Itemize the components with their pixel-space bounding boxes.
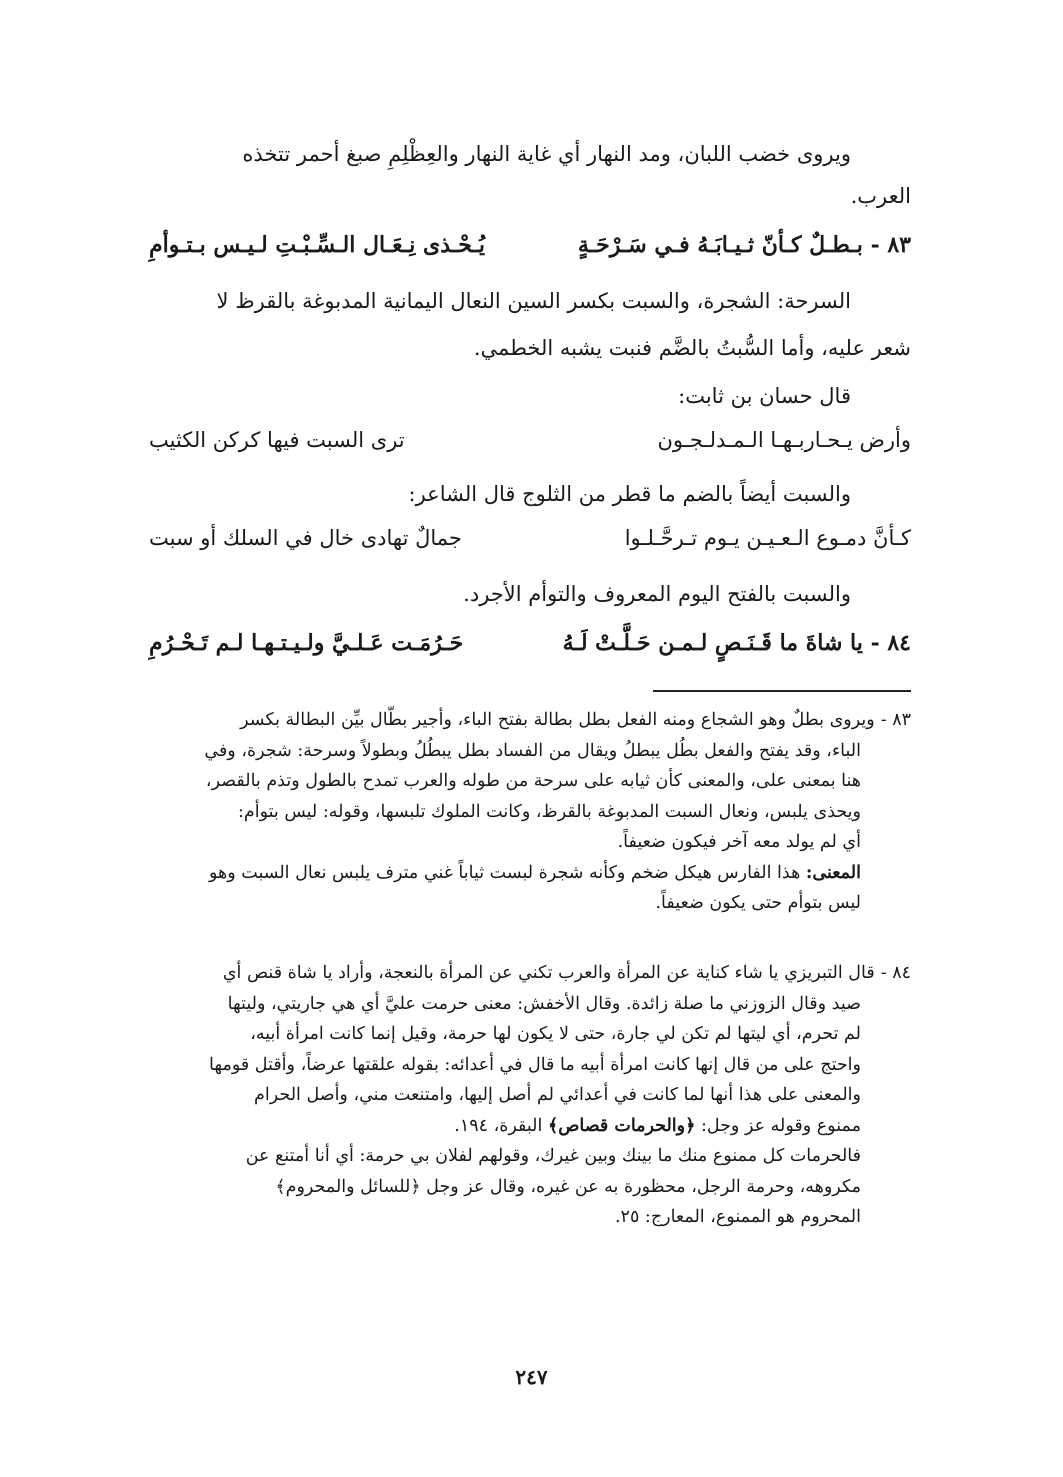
footnote-line: صيد وقال الزوزني ما صلة زائدة. وقال الأخفش: معنى حرمت عليَّ أي هي جاريتي، وليتها <box>227 993 861 1014</box>
footnote-line: لم تحرم، أي ليتها لم تكن لي جارة، حتى لا يكون لها حرمة، وقيل إنما كانت امرأة أبيه، <box>250 1024 861 1044</box>
footnote-line: ٨٣ -ويروى بطلٌ وهو الشجاع ومنه الفعل بطل بطالة بفتح الباء، وأجير بطّال بيِّن البطالة بكسر <box>149 705 911 736</box>
page-number: ٢٤٧ <box>515 1365 548 1389</box>
paragraph-line: والسبت أيضاً بالضم ما قطر من الثلوج قال الشاعر: <box>408 482 851 506</box>
footnote-tail <box>149 1141 911 1233</box>
footnote-line: ٨٤ -قال التبريزي يا شاء كناية عن المرأة والعرب تكني عن المرأة بالنعجة، وأراد يا شاة قنص أي <box>149 958 911 989</box>
footnote-line: واحتج على من قال إنها كانت امرأة أبيه ما قال في أعدائه: بقوله علقتها عرضاً، وأقتل قومها <box>209 1054 861 1075</box>
paragraph-line: قال حسان بن ثابت: <box>678 384 851 408</box>
verse-left-hemistich: حَـرُمَـت عَـلـيَّ ولـيـتـهـا لـم تَـحْـرُمِ <box>149 630 464 656</box>
verse-number: ٨٣ - <box>870 232 911 258</box>
footnote-number: ٨٤ - <box>880 963 911 983</box>
paragraph-line: والسبت بالفتح اليوم المعروف والتوأم الأجرد. <box>463 582 851 606</box>
meaning-label: المعنى: <box>805 862 861 883</box>
verse-number: ٨٤ - <box>870 630 911 656</box>
verse-84 <box>149 630 911 656</box>
footnote-meaning: المعنى: هذا الفارس هيكل ضخم وكأنه شجرة لبست ثياباً غني مترف يلبس نعال السبت وهو <box>208 862 861 883</box>
footnote-83 <box>149 705 911 919</box>
footnote-line: مكروهه، وحرمة الرجل، محظورة به عن غيره، وقال عز وجل ﴿للسائل والمحروم﴾ <box>275 1176 861 1197</box>
footnote-line: ليس بتوأم حتى يكون ضعيفاً. <box>655 893 861 913</box>
footnote-divider <box>653 690 911 692</box>
paragraph-line: شعر عليه، وأما السُّبتُ بالضَّم فنبت يشبه الخطمي. <box>473 336 911 360</box>
verse-hassan <box>149 428 911 452</box>
verse-right-hemistich: كـأنَّ دمـوع الـعـيـن يـوم تـرحَّـلـوا <box>624 526 911 550</box>
footnote-line: والمعنى على هذا أنها لما كانت في أعدائي لم أصل إليها، وامتنعت مني، وأصل الحرام <box>254 1085 861 1105</box>
verse-left-hemistich: ترى السبت فيها كركن الكثيب <box>149 428 405 452</box>
footnote-line: الباء، وقد يفتح والفعل بطُل يبطلُ ويقال من الفساد بطل يبطُلُ وبطولاً وسرحة: شجرة، وفي <box>204 740 861 761</box>
paragraph-line: العرب. <box>850 184 911 208</box>
footnote-line: المحروم هو الممنوع، المعارج: ٢٥. <box>614 1207 861 1227</box>
footnote-number: ٨٣ - <box>880 710 911 730</box>
footnote-line: فالحرمات كل ممنوع منك ما بينك وبين غيرك، وقولهم لفلان بي حرمة: أي أنا أمتنع عن <box>245 1146 861 1166</box>
verse-poet <box>149 526 911 550</box>
paragraph-line: السرحة: الشجرة، والسبت بكسر السين النعال اليمانية المدبوغة بالقرظ لا <box>216 289 851 313</box>
footnote-body <box>149 736 911 919</box>
verse-right-hemistich: ٨٤ - يا شاةَ ما قَـنَـصٍ لـمـن حَـلَّـتْ لَـهُ <box>562 630 911 656</box>
footnote-line: هنا بمعنى على، والمعنى كأن ثيابه على سرحة من طوله والعرب تمدح بالطول وتذم بالقصر، <box>205 771 861 791</box>
footnote-line: ويحذى يلبس، ونعال السبت المدبوغة بالقرظ، وكانت الملوك تلبسها، وقوله: ليس بتوأم: <box>237 801 861 822</box>
footnote-line: أي لم يولد معه آخر فيكون ضعيفاً. <box>617 832 861 852</box>
footnote-body <box>149 989 911 1142</box>
verse-left-hemistich: جمالٌ تهادى خال في السلك أو سبت <box>149 526 462 550</box>
verse-right-hemistich: ٨٣ - بـطـلٌ كـأنّ ثـيـابَـهُ فـي سَـرْحَـةٍ <box>577 232 911 258</box>
paragraph-line: ويروى خضب اللبان، ومد النهار أي غاية النهار والعِظْلِمِ صبغ أحمر تتخذه <box>242 142 851 166</box>
footnote-quote: ممنوع وقوله عز وجل: ﴿والحرمات قصاص﴾ البقرة، ١٩٤. <box>454 1115 861 1136</box>
verse-right-hemistich: وأرض يـحـاربـهـا الـمـدلـجـون <box>657 428 911 452</box>
verse-83 <box>149 232 911 258</box>
verse-left-hemistich: يُـحْـذى نِـعَـال الـسِّـبْـتِ لـيـس بـتـوأمِ <box>149 232 485 258</box>
footnote-84 <box>149 958 911 1233</box>
quran-quote: ﴿والحرمات قصاص﴾ <box>547 1115 696 1136</box>
